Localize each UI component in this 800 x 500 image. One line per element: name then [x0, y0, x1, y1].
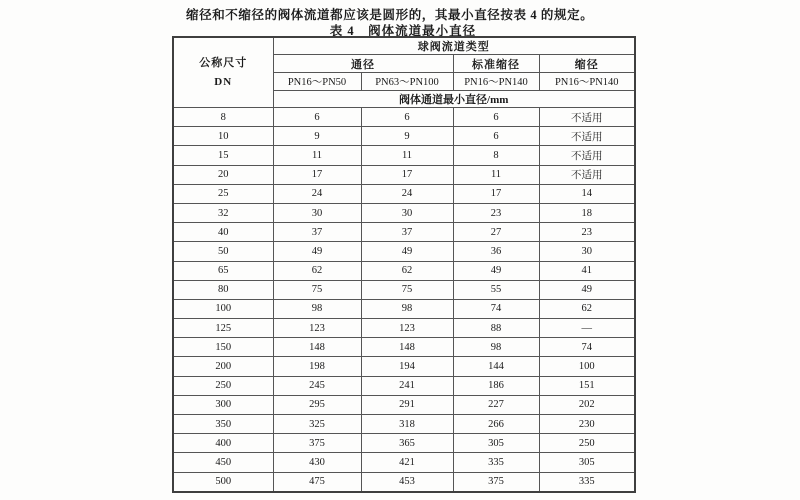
dn-cell: 400 — [173, 434, 273, 453]
value-cell: 291 — [361, 395, 453, 414]
value-cell: 295 — [273, 395, 361, 414]
table-row — [173, 223, 635, 242]
value-cell: 245 — [273, 376, 361, 395]
dn-cell: 40 — [173, 223, 273, 242]
table-row — [173, 127, 635, 146]
dn-cell: 80 — [173, 280, 273, 299]
value-cell: 6 — [361, 108, 453, 127]
table-body — [173, 108, 635, 492]
value-cell: 74 — [453, 299, 539, 318]
table-row — [173, 472, 635, 492]
value-cell: 123 — [273, 319, 361, 338]
pn-range-cell: PN16～PN140 — [453, 73, 539, 91]
value-cell: 24 — [273, 184, 361, 203]
value-cell: 475 — [273, 472, 361, 492]
pn-range-cell: PN16～PN140 — [539, 73, 635, 91]
value-cell: 148 — [273, 338, 361, 357]
value-cell: 453 — [361, 472, 453, 492]
value-cell: 421 — [361, 453, 453, 472]
value-cell: 144 — [453, 357, 539, 376]
value-cell: 9 — [273, 127, 361, 146]
value-cell: 123 — [361, 319, 453, 338]
value-cell: 62 — [273, 261, 361, 280]
value-cell: 241 — [361, 376, 453, 395]
value-cell: 98 — [273, 299, 361, 318]
dn-cell: 8 — [173, 108, 273, 127]
dn-cell: 125 — [173, 319, 273, 338]
value-cell: 14 — [539, 184, 635, 203]
value-cell: 430 — [273, 453, 361, 472]
value-cell: 11 — [453, 165, 539, 184]
value-cell: 198 — [273, 357, 361, 376]
table-row — [173, 376, 635, 395]
pn-range-cell: PN16～PN50 — [273, 73, 361, 91]
value-cell: 375 — [273, 434, 361, 453]
value-cell: 37 — [273, 223, 361, 242]
table-row — [173, 338, 635, 357]
value-cell: 30 — [539, 242, 635, 261]
dn-cell: 450 — [173, 453, 273, 472]
value-cell: 23 — [453, 203, 539, 222]
table-row — [173, 280, 635, 299]
group-header-cell: 球阀流道类型 — [273, 37, 635, 55]
value-cell: 88 — [453, 319, 539, 338]
value-cell: 62 — [361, 261, 453, 280]
value-cell: 151 — [539, 376, 635, 395]
bore-type-reduced: 缩径 — [539, 55, 635, 73]
value-cell: 9 — [361, 127, 453, 146]
dn-cell: 15 — [173, 146, 273, 165]
value-cell: 6 — [453, 108, 539, 127]
value-cell: 30 — [361, 203, 453, 222]
value-cell: 不适用 — [539, 165, 635, 184]
table-row — [173, 165, 635, 184]
value-cell: 318 — [361, 415, 453, 434]
value-cell: 305 — [453, 434, 539, 453]
table-row — [173, 184, 635, 203]
table-row — [173, 299, 635, 318]
value-cell: 375 — [453, 472, 539, 492]
value-cell: 6 — [453, 127, 539, 146]
value-cell: 335 — [453, 453, 539, 472]
value-cell: 75 — [361, 280, 453, 299]
value-cell: 335 — [539, 472, 635, 492]
value-cell: 17 — [273, 165, 361, 184]
value-cell: 不适用 — [539, 146, 635, 165]
dn-cell: 50 — [173, 242, 273, 261]
dn-cell: 65 — [173, 261, 273, 280]
value-cell: 365 — [361, 434, 453, 453]
value-cell: 227 — [453, 395, 539, 414]
min-diameter-table — [172, 36, 636, 493]
dn-cell: 20 — [173, 165, 273, 184]
corner-header-line1: 公称尺寸 — [199, 57, 248, 70]
value-cell: 194 — [361, 357, 453, 376]
unit-header-cell: 阀体通道最小直径/mm — [273, 91, 635, 108]
value-cell: 49 — [453, 261, 539, 280]
table-header — [173, 37, 635, 108]
value-cell: — — [539, 319, 635, 338]
value-cell: 27 — [453, 223, 539, 242]
value-cell: 37 — [361, 223, 453, 242]
value-cell: 不适用 — [539, 108, 635, 127]
table-row — [173, 203, 635, 222]
dn-cell: 500 — [173, 472, 273, 492]
value-cell: 250 — [539, 434, 635, 453]
dn-cell: 350 — [173, 415, 273, 434]
table-row — [173, 108, 635, 127]
table-row — [173, 395, 635, 414]
dn-cell: 150 — [173, 338, 273, 357]
value-cell: 不适用 — [539, 127, 635, 146]
value-cell: 17 — [453, 184, 539, 203]
value-cell: 74 — [539, 338, 635, 357]
header-row-group — [173, 37, 635, 55]
dn-cell: 250 — [173, 376, 273, 395]
table-row — [173, 357, 635, 376]
table-row — [173, 242, 635, 261]
table-title: 表 4 阀体流道最小直径 — [329, 24, 477, 38]
value-cell: 98 — [361, 299, 453, 318]
table-row — [173, 261, 635, 280]
bore-type-standard-reduced: 标准缩径 — [453, 55, 539, 73]
value-cell: 62 — [539, 299, 635, 318]
value-cell: 100 — [539, 357, 635, 376]
value-cell: 8 — [453, 146, 539, 165]
dn-cell: 25 — [173, 184, 273, 203]
corner-header-cell — [173, 37, 273, 108]
dn-cell: 32 — [173, 203, 273, 222]
value-cell: 6 — [273, 108, 361, 127]
table-row — [173, 319, 635, 338]
value-cell: 41 — [539, 261, 635, 280]
table-row — [173, 453, 635, 472]
table-row — [173, 434, 635, 453]
value-cell: 186 — [453, 376, 539, 395]
dn-cell: 10 — [173, 127, 273, 146]
dn-cell: 300 — [173, 395, 273, 414]
value-cell: 202 — [539, 395, 635, 414]
dn-cell: 200 — [173, 357, 273, 376]
value-cell: 305 — [539, 453, 635, 472]
value-cell: 55 — [453, 280, 539, 299]
intro-paragraph: 缩径和不缩径的阀体流道都应该是圆形的，其最小直径按表 4 的规定。 — [186, 8, 594, 22]
pn-range-cell: PN63～PN100 — [361, 73, 453, 91]
table-row — [173, 146, 635, 165]
value-cell: 49 — [361, 242, 453, 261]
value-cell: 18 — [539, 203, 635, 222]
bore-type-full: 通径 — [273, 55, 453, 73]
value-cell: 11 — [273, 146, 361, 165]
corner-header-line2: DN — [214, 75, 233, 88]
value-cell: 75 — [273, 280, 361, 299]
value-cell: 24 — [361, 184, 453, 203]
table-row — [173, 415, 635, 434]
value-cell: 30 — [273, 203, 361, 222]
value-cell: 98 — [453, 338, 539, 357]
value-cell: 49 — [539, 280, 635, 299]
value-cell: 148 — [361, 338, 453, 357]
value-cell: 49 — [273, 242, 361, 261]
value-cell: 36 — [453, 242, 539, 261]
value-cell: 17 — [361, 165, 453, 184]
value-cell: 325 — [273, 415, 361, 434]
value-cell: 266 — [453, 415, 539, 434]
dn-cell: 100 — [173, 299, 273, 318]
value-cell: 11 — [361, 146, 453, 165]
value-cell: 230 — [539, 415, 635, 434]
value-cell: 23 — [539, 223, 635, 242]
